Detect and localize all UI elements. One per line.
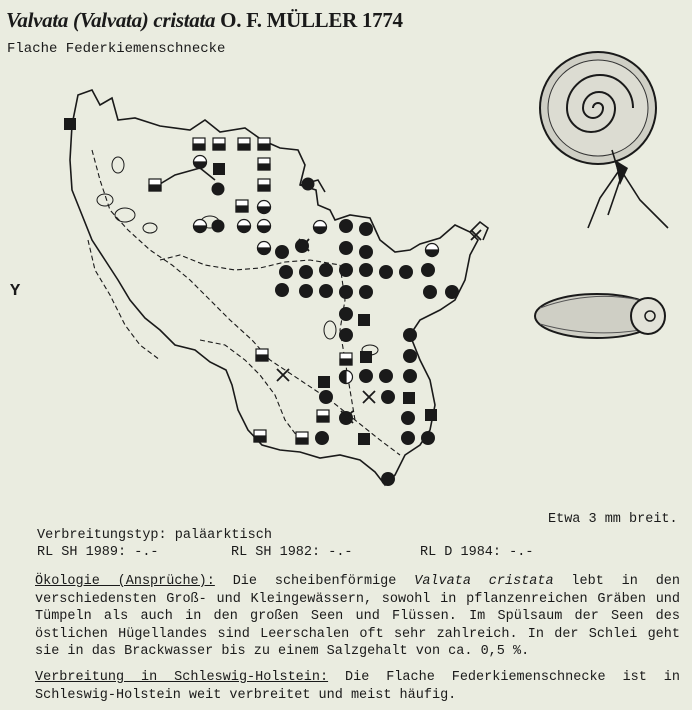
ecology-text-after: lebt in den verschiedensten Groß- und Kleingewässern, sowohl in pflanzenreichen Gräben und Tümpeln als auch in den großen Seen und Flüssen. Im Spülsaum der Seen des östlichen Hügellandes sind Leerschalen oft sehr zahlreich. In der Schlei geht sie in das Brackwasser bis zu einem Salzgehalt von ca. 0,5 %. [35,574,680,660]
distribution-type: Verbreitungstyp: paläarktisch [37,528,272,543]
species-author: O. F. MÜLLER 1774 [220,8,403,32]
ecology-text-before: Die scheibenförmige [214,574,415,589]
snail-shell-side-illustration [535,294,665,338]
ecology-heading: Ökologie (Ansprüche): [35,574,215,589]
species-name: Valvata (Valvata) cristata [6,8,216,32]
record-filled-squares [64,118,437,445]
red-list-sh-1989: RL SH 1989: -.- [37,545,159,560]
red-list-sh-1982: RL SH 1982: -.- [231,545,353,560]
size-note: Etwa 3 mm breit. [548,512,678,527]
map-side-label: Y [10,282,21,301]
ecology-paragraph [35,573,680,661]
ecology-species: Valvata cristata [414,574,554,589]
distribution-heading: Verbreitung in Schleswig-Holstein: [35,670,329,685]
record-crosses [277,230,481,423]
map-lakes [97,157,378,355]
red-list-d-1984: RL D 1984: -.- [420,545,534,560]
common-name: Flache Federkiemenschnecke [7,41,226,57]
map-dashed-borders [88,150,400,455]
distribution-text: Die Flache Federkiemenschnecke ist in Schleswig-Holstein weit verbreitet und meist häufig. [35,670,680,703]
snail-shell-top-illustration [540,52,668,228]
distribution-paragraph [35,669,680,704]
